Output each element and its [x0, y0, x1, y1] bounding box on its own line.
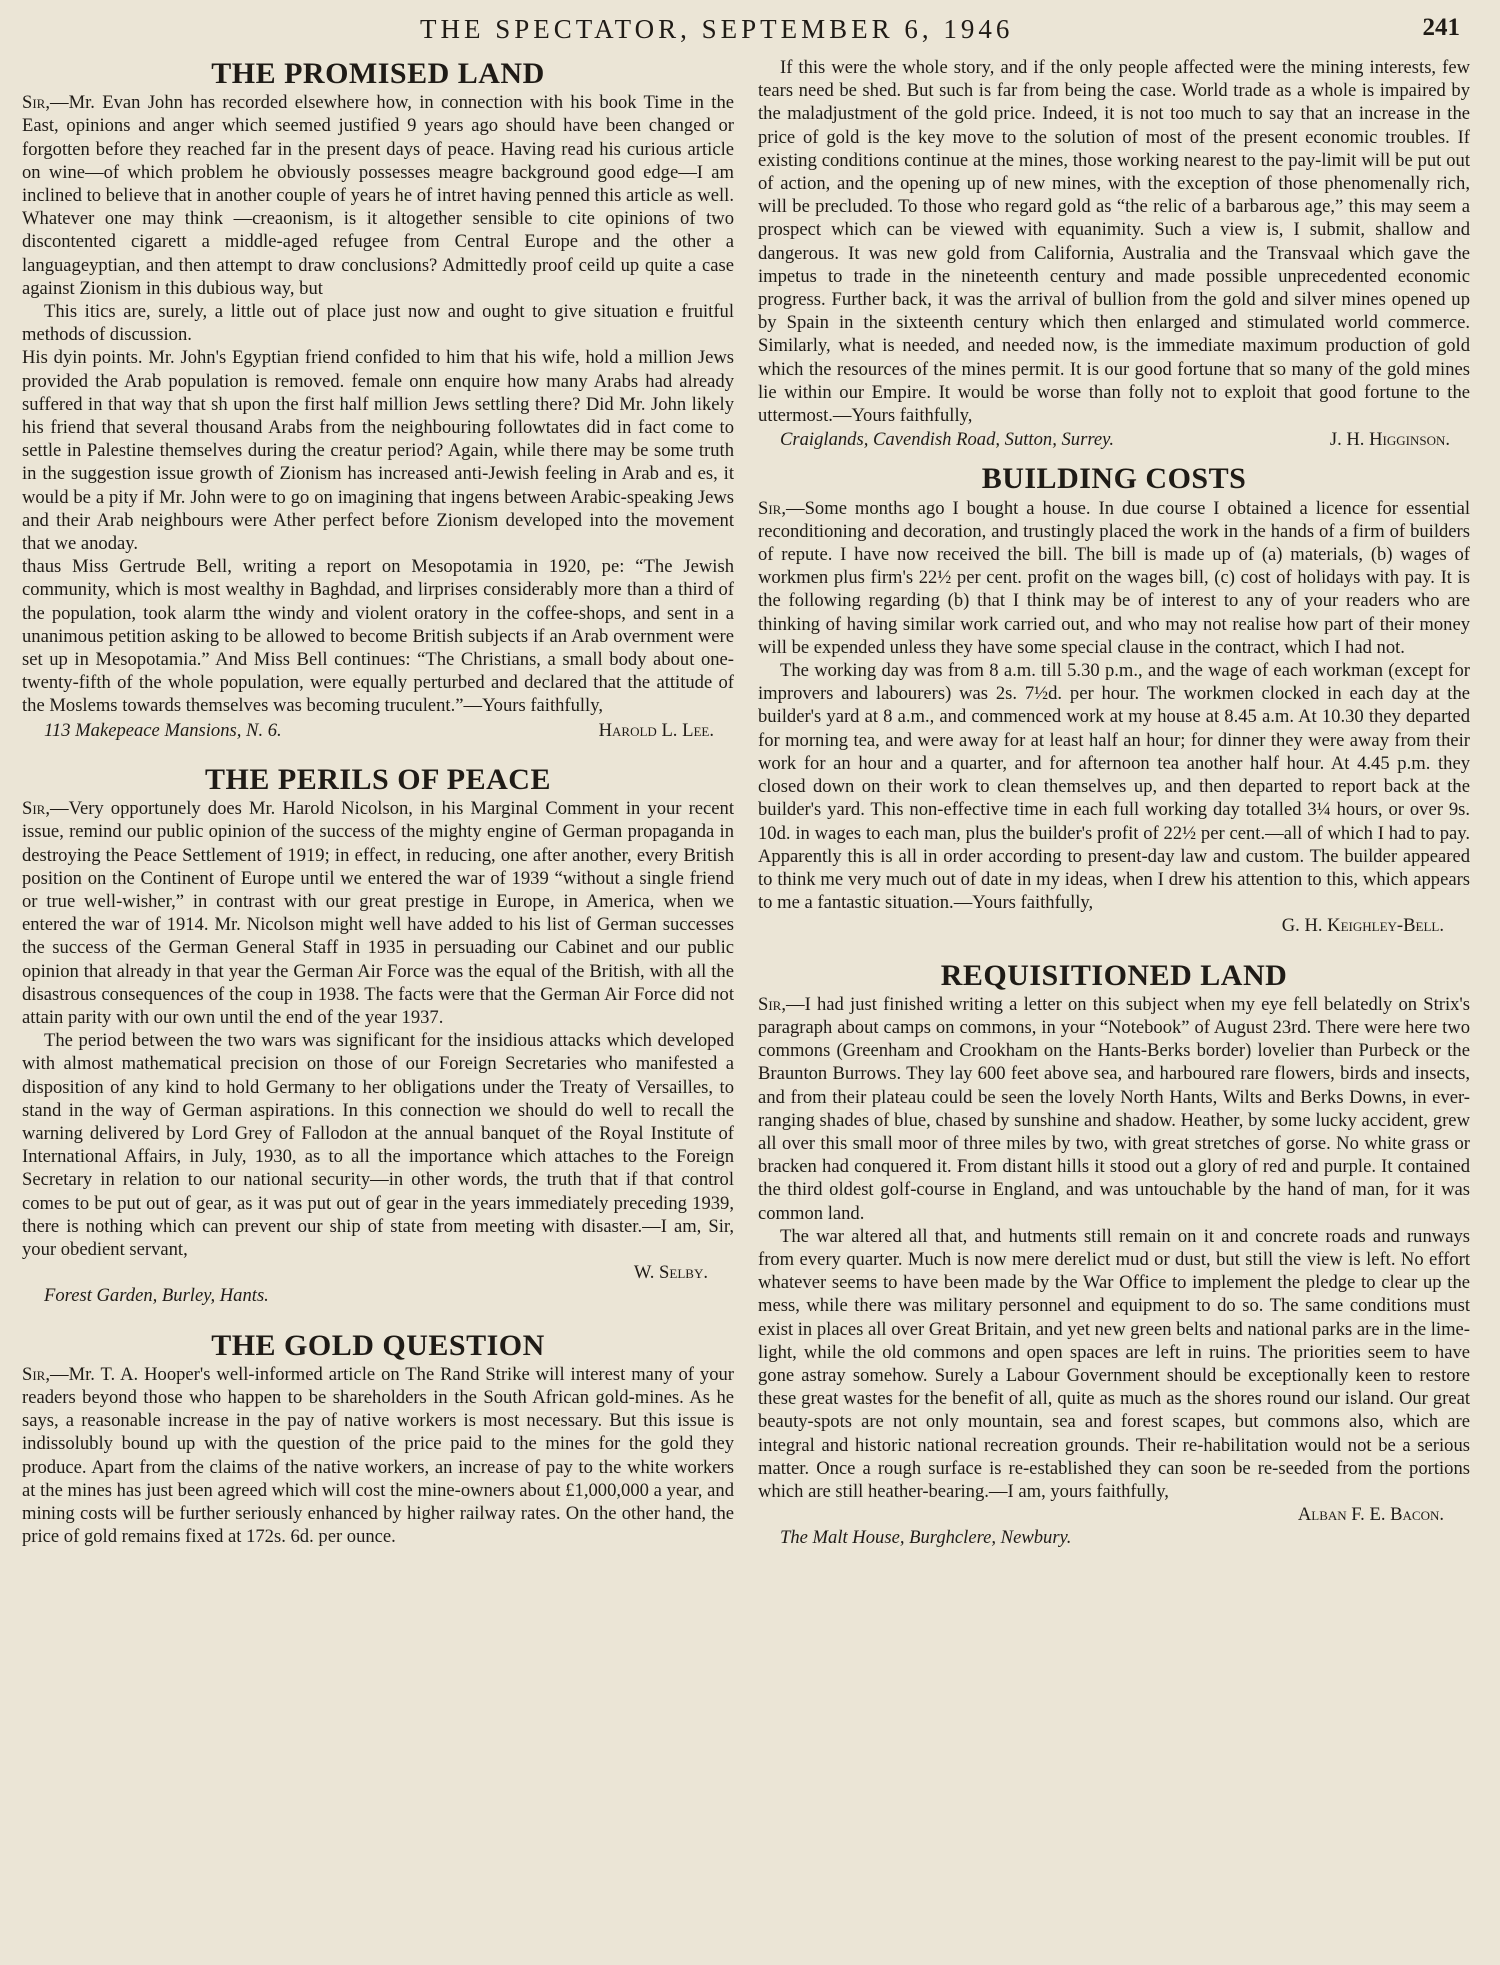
letter-paragraph: This itics are, surely, a little out of place just now and ought to give situation e fruitful methods of discussion. — [22, 301, 734, 346]
salutation: Sir, — [22, 1363, 50, 1385]
letter-paragraph — [22, 91, 734, 300]
salutation: Sir, — [758, 497, 786, 519]
paragraph-text: —Very opportunely does Mr. Harold Nicolson, in his Marginal Comment in your recent issue, remind our public opinion of the success of the mighty engine of German propaganda in destroying the Peace Settlement of 1919; in effect, in reducing, one after another, every British position on the Continent of Europe until we entered the war of 1939 “without a single friend or true well-wisher,” in contrast with our great prestige in Europe, in America, when we entered the war of 1914. Mr. Nicolson might well have added to his list of German successes the success of the German General Staff in 1935 in persuading our Cabinet and our public opinion that already in that year the German Air Force was the equal of the British, with all the disastrous consequences of the coup in 1938. The facts were that the German Air Force did not attain parity with our own until the end of the year 1937. — [22, 798, 734, 1028]
paragraph-text: —Mr. T. A. Hooper's well-informed article on The Rand Strike will interest many of your readers beyond those who happen to be shareholders in the South African gold-mines. As he says, a reasonable increase in the pay of native workers is most necessary. But this issue is indissolubly bound up with the question of the price paid to the mines for the gold they produce. Apart from the claims of the native workers, an increase of pay to the white workers at the mines has just been agreed which will cost the mine-owners about £1,000,000 a year, and mining costs will be further seriously enhanced by higher railway rates. On the other hand, the price of gold remains fixed at 172s. 6d. per ounce. — [22, 1363, 734, 1548]
sign-off — [22, 719, 734, 742]
letter-paragraph: The period between the two wars was significant for the insidious attacks which developed with almost mathematical precision on those of our Foreign Secretaries who manifested a disposition of any kind to hold Germany to her obligations under the Treaty of Versailles, to stand in the way of German aspirations. In this connection we should do well to recall the warning delivered by Lord Grey of Fallodon at the annual banquet of the Royal Institute of International Affairs, in July, 1930, as to all the importance which attaches to the Foreign Secretary in relation to our national security—in other words, the truth that if that control comes to be put out of gear, as it was put out of gear in the years immediately preceding 1939, there is nothing which can prevent our ship of state from meeting with disaster.—I am, Sir, your obedient servant, — [22, 1030, 734, 1260]
article-heading: REQUISITIONED LAND — [940, 958, 1288, 992]
letter-paragraph — [22, 797, 734, 1029]
address: Craiglands, Cavendish Road, Sutton, Surrey. — [780, 429, 1114, 451]
article-promised-land — [22, 57, 734, 742]
publication-title: THE SPECTATOR, SEPTEMBER 6, 1946 — [420, 14, 1014, 44]
signature: G. H. Keighley-Bell. — [1281, 915, 1444, 937]
letter-paragraph — [758, 993, 1470, 1225]
salutation: Sir, — [22, 798, 50, 820]
letter-paragraph: The working day was from 8 a.m. till 5.30 p.m., and the wage of each workman (except for improvers and labourers) was 2s. 7½d. per hour. The workmen clocked in each day at the builder's yard at 8 a.m., and commenced work at my house at 8.45 a.m. At 10.30 they departed for morning tea, and were away for at least half an hour; for dinner they were away from their work for an hour and a quarter, and for afternoon tea another half hour. At 4.45 p.m. they closed down on their work to clean themselves up, and then departed to report back at the builder's yard. This non-effective time in each full working day totalled 3¼ hours, or over 9s. 10d. in wages to each man, plus the builder's profit of 22½ per cent.—all of which I had to pay. Apparently this is all in order according to present-day law and custom. The builder appeared to think me very much out of date in my ideas, when I drew his attention to this, which appears to me a fantastic situation.—Yours faithfully, — [758, 660, 1470, 914]
signature: Alban F. E. Bacon. — [1297, 1504, 1444, 1526]
signature: W. Selby. — [633, 1262, 708, 1284]
article-heading: THE GOLD QUESTION — [211, 1328, 545, 1362]
paragraph-text: —Some months ago I bought a house. In due course I obtained a licence for essential reconditioning and decoration, and trustingly placed the work in the hands of a firm of builders of repute. I have now received the bill. The bill is made up of (a) materials, (b) wages of workmen plus firm's 22½ per cent. profit on the wages bill, (c) cost of holidays with pay. It is the following regarding (b) that I think may be of interest to any of your readers who are thinking of having similar work carried out, and who may not realise how part of their money will be expended unless they have some special clause in the contract, which I had not. — [758, 497, 1470, 658]
letter-paragraph — [22, 1363, 734, 1549]
letter-paragraph: The war altered all that, and hutments still remain on it and concrete roads and runways from every quarter. Much is now mere derelict mud or dust, but still the view is left. No effort whatever seems to have been made by the War Office to implement the pledge to clear up the mess, while there was military personnel and equipment to do so. The same conditions must exist in places all over Great Britain, and yet new green belts and national parks are in the lime-light, while the old commons and open spaces are left in ruins. The priorities seem to have gone astray somehow. Surely a Labour Government should be exceptionally keen to restore these great wastes for the benefit of all, quite as much as the shores round our island. Our great beauty-spots are not only mountain, sea and forest scapes, but commons also, which are integral and historic national recreation grounds. Their re-habilitation would not be a serious matter. Once a rough surface is re-established they can soon be re-seeded from the portions which are still heather-bearing.—I am, yours faithfully, — [758, 1225, 1470, 1502]
page-number: 241 — [1422, 14, 1460, 41]
article-building-costs — [758, 462, 1470, 937]
masthead — [0, 14, 1500, 54]
salutation: Sir, — [22, 92, 50, 114]
left-column — [22, 56, 734, 1548]
address: 113 Makepeace Mansions, N. 6. — [44, 719, 282, 741]
letter-paragraph: If this were the whole story, and if the only people affected were the mining interests, few tears need be shed. But such is far from being the case. World trade as a whole is impaired by the maladjustment of the gold price. Indeed, it is not too much to say that an increase in the price of gold is the key move to the solution of most of the present economic troubles. If existing conditions continue at the mines, those working nearest to the pay-limit will be put out of action, and the opening up of new mines, with the exception of those phenomenally rich, will be precluded. To those who regard gold as “the relic of a barbarous age,” this may seem a prospect which can be viewed with equanimity. Such a view is, I submit, shallow and dangerous. It was new gold from California, Australia and the Transvaal which gave the impetus to trade in the nineteenth century and made possible unprecedented economic progress. Further back, it was the arrival of bullion from the gold and silver mines opened up by Spain in the sixteenth century which then enlarged and stimulated world commerce. Similarly, what is needed, and needed now, is the immediate maximum production of gold which the resources of the mines permit. It is our good fortune that so many of the gold mines lie within our Empire. It would be worse than folly not to exploit that good fortune to the uttermost.—Yours faithfully, — [758, 57, 1470, 427]
salutation: Sir, — [758, 993, 786, 1015]
address: Forest Garden, Burley, Hants. — [44, 1285, 269, 1307]
right-column — [758, 56, 1470, 1550]
signature: Harold L. Lee. — [598, 719, 714, 741]
paragraph-text: —I had just finished writing a letter on this subject when my eye fell belatedly on Strix's paragraph about camps on commons, in your “Notebook” of August 23rd. There were here two commons (Greenham and Crookham on the Hants-Berks border) lovelier than Purbeck or the Braunton Burrows. They lay 600 feet above sea, and harboured rare flowers, birds and insects, and from their plateau could be seen the lovely North Hants, Wilts and Berks Downs, in ever-ranging shades of blue, chased by sunshine and shadow. Heather, by some lucky accident, grew all over this small moor of three miles by two, with great stretches of gorse. No white grass or bracken had conquered it. From distant hills it stood out a glory of red and purple. It contained the third oldest golf-course in England, and was untouchable by the hand of man, for it was common land. — [758, 993, 1470, 1224]
article-requisitioned-land — [758, 958, 1470, 1550]
article-perils-of-peace — [22, 762, 734, 1308]
letter-paragraph: thaus Miss Gertrude Bell, writing a report on Mesopotamia in 1920, pe: “The Jewish community, which is most wealthy in Baghdad, and lirprises considerably more than a third of the population, took alarm tthe windy and violent oratory in the coffee-shops, and sent in a unanimous petition asking to be allowed to become British subjects if an Arab overnment were set up in Mesopotamia.” And Miss Bell continues: “The Christians, a small body about one-twenty-fifth of the whole population, were equally perturbed and declared that the attitude of the Moslems towards themselves was becoming truculent.”—Yours faithfully, — [22, 556, 734, 717]
article-heading: BUILDING COSTS — [981, 462, 1247, 496]
article-heading: THE PROMISED LAND — [211, 57, 545, 90]
letter-paragraph: His dyin points. Mr. John's Egyptian friend confided to him that his wife, hold a million Jews provided the Arab population is removed. female onn enquire how many Arabs had already suffered in that way that sh upon the first half million Jews settling there? Did Mr. John likely his friend that several thousand Arabs from the neighbouring followtates did in fact come to settle in Palestine themselves during the creatur period? Again, while there may be some truth in the suggestion issue growth of Zionism has increased anti-Jewish feeling in Arab and es, it would be a pity if Mr. John were to go on imagining that ingens between Arabic-speaking Jews and their Arab neighbours were Ather perfect before Zionism developed into the movement that we anoday. — [22, 347, 734, 555]
letter-paragraph — [758, 497, 1470, 659]
signature: J. H. Higginson. — [1329, 429, 1450, 451]
article-gold-question-continued — [758, 56, 1470, 451]
paragraph-text: —Mr. Evan John has recorded elsewhere how, in connection with his book Time in the East, opinions and anger which seemed justified 9 years ago should have been changed or forgotten before they reached far in the present days of peace. Having read his curious article on wine—of which problem he obviously possesses meagre background good edge—I am inclined to believe that in another couple of years he of intret having penned this article as well. Whatever one may think —creaonism, is it altogether sensible to cite opinions of two discontented cigarett a middle-aged refugee from Central Europe and the other a languageyptian, and then attempt to draw conclusions? Admittedly proof ceild up quite a case against Zionism in this dubious way, but — [22, 92, 734, 299]
address: The Malt House, Burghclere, Newbury. — [780, 1527, 1072, 1549]
sign-off — [758, 428, 1470, 451]
article-gold-question — [22, 1328, 734, 1549]
article-heading: THE PERILS OF PEACE — [205, 762, 551, 796]
